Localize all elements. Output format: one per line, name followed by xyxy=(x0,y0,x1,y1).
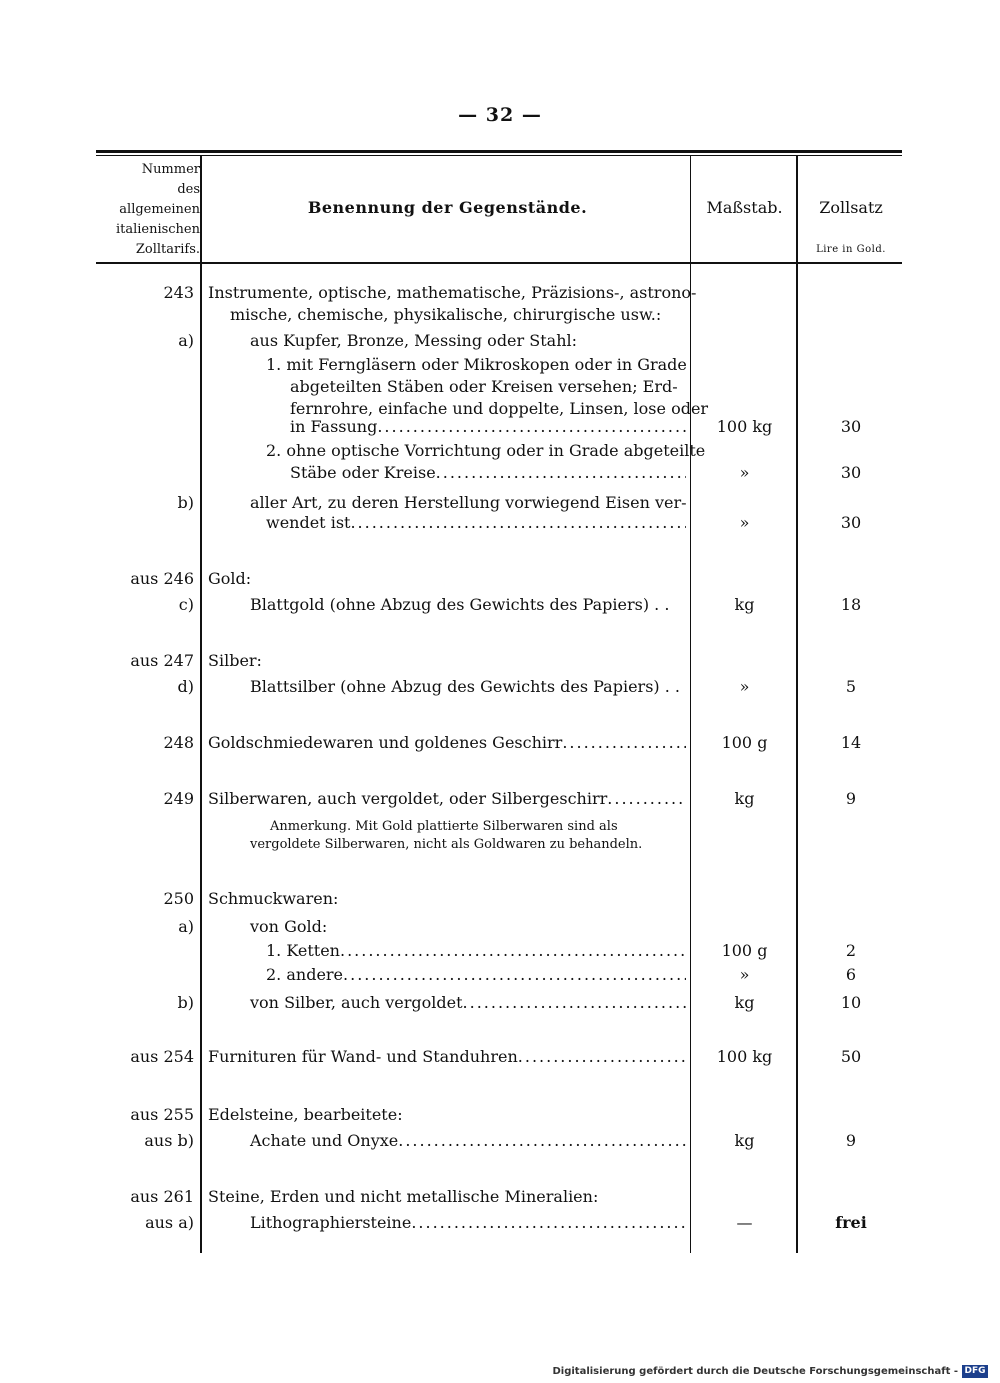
item-text: abgeteilten Stäben oder Kreisen versehen; Erd- xyxy=(290,377,678,396)
item-text: fernrohre, einfache und doppelte, Linsen, lose oder xyxy=(290,399,709,418)
item-text: Silberwaren, auch vergoldet, oder Silbergeschirr xyxy=(208,789,608,808)
digitization-credit: Digitalisierung gefördert durch die Deutsche Forschungsgemeinschaft - xyxy=(552,1366,958,1377)
item-dotline xyxy=(266,964,686,986)
item-text: aus Kupfer, Bronze, Messing oder Stahl: xyxy=(250,331,577,350)
header-number-line: italienischen xyxy=(115,222,200,237)
item-dotline xyxy=(208,732,686,754)
item-dotline xyxy=(250,1130,686,1152)
measure-value: kg xyxy=(734,789,755,808)
duty-value: 50 xyxy=(840,1047,862,1066)
leader-dots xyxy=(343,964,686,986)
header-number-line: Zolltarifs. xyxy=(135,242,200,257)
measure-value: kg xyxy=(734,1131,755,1150)
tariff-number: aus 254 xyxy=(130,1047,194,1066)
sub-label: aus a) xyxy=(145,1213,194,1232)
item-text: Edelsteine, bearbeitete: xyxy=(208,1105,403,1124)
item-text: Blattgold (ohne Abzug des Gewichts des Papiers) . . xyxy=(250,595,670,614)
top-rule-thin xyxy=(96,155,902,156)
duty-value: 30 xyxy=(840,417,862,436)
tariff-number: 243 xyxy=(163,283,194,302)
item-text: Steine, Erden und nicht metallische Mineralien: xyxy=(208,1187,599,1206)
leader-dots xyxy=(411,1212,686,1234)
measure-value: 100 kg xyxy=(716,417,773,436)
item-text: von Gold: xyxy=(250,917,328,936)
item-text: Blattsilber (ohne Abzug des Gewichts des Papiers) . . xyxy=(250,677,680,696)
item-dotline xyxy=(250,992,686,1014)
tariff-number: 249 xyxy=(163,789,194,808)
tariff-number: aus 246 xyxy=(130,569,194,588)
tariff-number: 250 xyxy=(163,889,194,908)
tariff-number: aus 261 xyxy=(130,1187,194,1206)
measure-value: » xyxy=(739,513,750,532)
duty-value: 9 xyxy=(845,1131,857,1150)
header-duty-unit: Lire in Gold. xyxy=(816,244,886,255)
duty-value: frei xyxy=(835,1213,867,1232)
item-text: Silber: xyxy=(208,651,262,670)
leader-dots xyxy=(562,732,686,754)
note-line: vergoldete Silberwaren, nicht als Goldwaren zu behandeln. xyxy=(250,837,643,852)
item-text: Furnituren für Wand- und Standuhren xyxy=(208,1047,518,1066)
leader-dots xyxy=(463,992,686,1014)
annotation-note xyxy=(250,818,686,854)
note-line: Anmerkung. Mit Gold plattierte Silberwaren sind als xyxy=(270,819,618,834)
measure-value: 100 g xyxy=(721,941,768,960)
leader-dots xyxy=(398,1130,686,1152)
item-text: Goldschmiedewaren und goldenes Geschirr xyxy=(208,733,563,752)
item-text: Stäbe oder Kreise xyxy=(290,463,436,482)
duty-value: 5 xyxy=(845,677,857,696)
column-divider-1 xyxy=(200,155,202,1253)
item-text: 2. ohne optische Vorrichtung oder in Grade abgeteilte xyxy=(266,441,706,460)
item-text: 1. mit Ferngläsern oder Mikroskopen oder in Grade xyxy=(266,355,687,374)
header-number-line: des allgemeinen xyxy=(119,182,200,217)
page-number: — 32 — xyxy=(458,104,542,126)
header-bottom-rule xyxy=(96,262,902,264)
leader-dots xyxy=(607,788,686,810)
item-dotline xyxy=(208,788,686,810)
duty-value: 6 xyxy=(845,965,857,984)
sub-label: b) xyxy=(177,993,194,1012)
item-dotline xyxy=(250,1212,686,1234)
item-text: Lithographiersteine xyxy=(250,1213,412,1232)
item-text: 2. andere xyxy=(266,965,344,984)
measure-value: kg xyxy=(734,595,755,614)
item-dotline xyxy=(208,1046,686,1068)
duty-value: 9 xyxy=(845,789,857,808)
leader-dots xyxy=(350,512,686,534)
measure-value: 100 g xyxy=(721,733,768,752)
duty-value: 18 xyxy=(840,595,862,614)
measure-value: » xyxy=(739,463,750,482)
header-duty: Zollsatz xyxy=(819,198,883,217)
item-text: aller Art, zu deren Herstellung vorwiegend Eisen ver- xyxy=(250,493,687,512)
item-text: von Silber, auch vergoldet xyxy=(250,993,463,1012)
sub-label: b) xyxy=(177,493,194,512)
tariff-number: aus 255 xyxy=(130,1105,194,1124)
tariff-number: aus 247 xyxy=(130,651,194,670)
measure-value: 100 kg xyxy=(716,1047,773,1066)
dfg-logo: DFG xyxy=(962,1365,988,1378)
item-text: wendet ist xyxy=(266,513,351,532)
item-text: Instrumente, optische, mathematische, Präzisions-, astrono- xyxy=(208,283,697,302)
sub-label: a) xyxy=(178,331,194,350)
item-dotline xyxy=(266,512,686,534)
item-dotline xyxy=(290,462,686,484)
sub-label: a) xyxy=(178,917,194,936)
measure-value: » xyxy=(739,965,750,984)
measure-value: — xyxy=(736,1213,753,1232)
leader-dots xyxy=(518,1046,686,1068)
measure-value: » xyxy=(739,677,750,696)
measure-value: kg xyxy=(734,993,755,1012)
header-description: Benennung der Gegenstände. xyxy=(307,198,588,217)
column-divider-3 xyxy=(796,155,798,1253)
column-divider-2 xyxy=(690,155,691,1253)
top-rule-thick xyxy=(96,150,902,153)
item-dotline xyxy=(266,940,686,962)
tariff-number: 248 xyxy=(163,733,194,752)
duty-value: 14 xyxy=(840,733,862,752)
item-text: Achate und Onyxe xyxy=(250,1131,399,1150)
item-text: 1. Ketten xyxy=(266,941,340,960)
sub-label: c) xyxy=(178,595,194,614)
header-measure: Maßstab. xyxy=(706,198,783,217)
item-text: Schmuckwaren: xyxy=(208,889,339,908)
duty-value: 10 xyxy=(840,993,862,1012)
item-dotline xyxy=(290,416,686,438)
leader-dots xyxy=(340,940,686,962)
duty-value: 2 xyxy=(845,941,857,960)
sub-label: aus b) xyxy=(144,1131,194,1150)
sub-label: d) xyxy=(177,677,194,696)
duty-value: 30 xyxy=(840,513,862,532)
item-text: in Fassung xyxy=(290,417,378,436)
item-text: Gold: xyxy=(208,569,252,588)
leader-dots xyxy=(377,416,686,438)
header-number-column xyxy=(96,160,200,260)
duty-value: 30 xyxy=(840,463,862,482)
leader-dots xyxy=(436,462,686,484)
item-text: mische, chemische, physikalische, chirurgische usw.: xyxy=(230,305,662,324)
header-number-line: Nummer xyxy=(141,162,200,177)
